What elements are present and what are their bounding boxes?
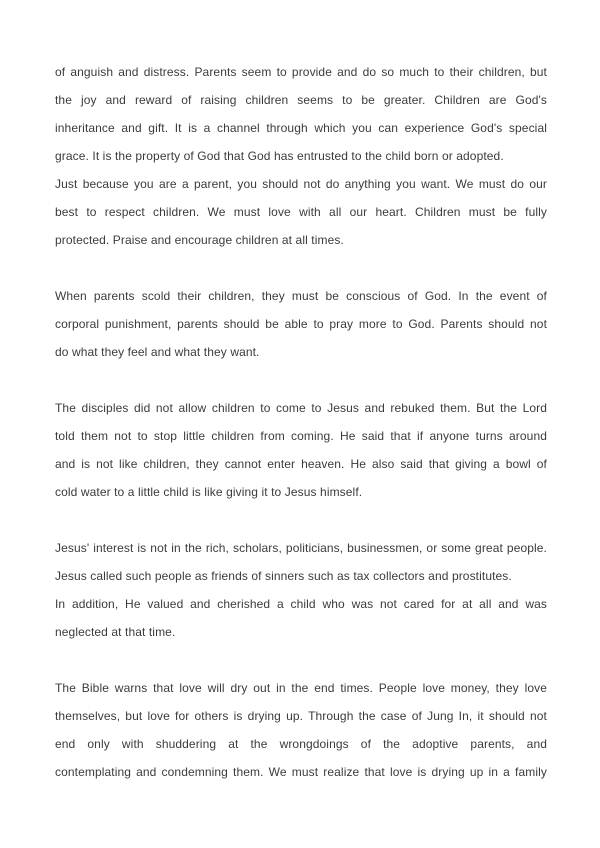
- text-line: The disciples did not allow children to come to Jesus and rebuked them. But the Lord: [55, 401, 547, 415]
- paragraph-block: [55, 534, 547, 646]
- paragraph: [55, 394, 547, 506]
- paragraph-block: [55, 282, 547, 366]
- text-line: and is not like children, they cannot enter heaven. He also said that giving a bowl of: [55, 457, 547, 471]
- paragraph: [55, 282, 547, 366]
- text-line: The Bible warns that love will dry out in the end times. People love money, they love: [55, 681, 547, 695]
- text-line: Jesus' interest is not in the rich, scholars, politicians, businessmen, or some great people.: [55, 541, 547, 555]
- text-line: best to respect children. We must love with all our heart. Children must be fully: [55, 205, 547, 219]
- text-line: of anguish and distress. Parents seem to provide and do so much to their children, but: [55, 65, 547, 79]
- text-line: In addition, He valued and cherished a child who was not cared for at all and was: [55, 597, 547, 611]
- paragraph: [55, 534, 547, 590]
- text-line: end only with shuddering at the wrongdoings of the adoptive parents, and: [55, 737, 547, 751]
- paragraph-block: [55, 674, 547, 786]
- text-line: cold water to a little child is like giving it to Jesus himself.: [55, 485, 363, 499]
- paragraph: [55, 170, 547, 254]
- text-line: inheritance and gift. It is a channel through which you can experience God's special: [55, 121, 547, 135]
- paragraph-block: [55, 394, 547, 506]
- text-line: told them not to stop little children from coming. He said that if anyone turns around: [55, 429, 547, 443]
- paragraph-block: [55, 58, 547, 254]
- text-line: Jesus called such people as friends of sinners such as tax collectors and prostitutes.: [55, 569, 512, 583]
- text-line: contemplating and condemning them. We must realize that love is drying up in a family: [55, 765, 547, 779]
- text-line: neglected at that time.: [55, 625, 176, 639]
- paragraph: [55, 58, 547, 170]
- text-line: grace. It is the property of God that God has entrusted to the child born or adopted.: [55, 149, 504, 163]
- text-line: the joy and reward of raising children seems to be greater. Children are God's: [55, 93, 547, 107]
- text-line: corporal punishment, parents should be able to pray more to God. Parents should not: [55, 317, 547, 331]
- text-line: themselves, but love for others is drying up. Through the case of Jung In, it should not: [55, 709, 547, 723]
- text-line: do what they feel and what they want.: [55, 345, 260, 359]
- paragraph: [55, 674, 547, 786]
- text-line: protected. Praise and encourage children at all times.: [55, 233, 344, 247]
- page-content: [55, 58, 547, 786]
- text-line: Just because you are a parent, you should not do anything you want. We must do our: [55, 177, 547, 191]
- text-line: When parents scold their children, they must be conscious of God. In the event of: [55, 289, 547, 303]
- paragraph: [55, 590, 547, 646]
